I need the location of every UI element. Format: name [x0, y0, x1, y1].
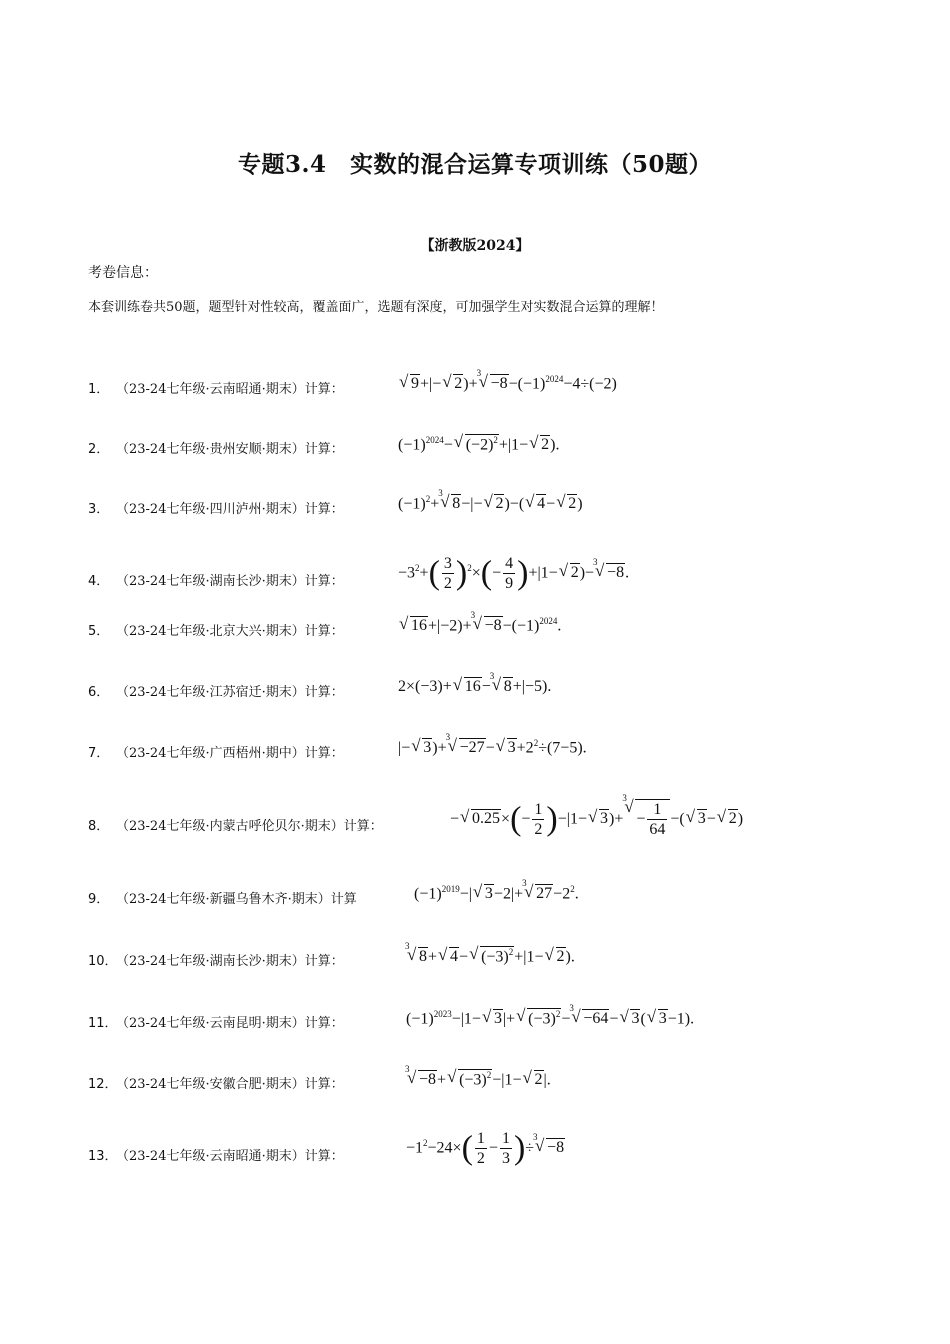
- math-expression: −√ 0.25×(− $\frac{1}{2}$ )−|1−√ 3)+ √ 3 − $\frac{1}{64}$ −(√ 3−√ 2): [450, 799, 743, 839]
- question-source: （23-24七年级·四川泸州·期末）计算：: [116, 502, 344, 517]
- math-expression: $-1^2-24\times$( $\frac{1}{2}$ − $\frac{1}{3}$ )÷ √ 3 −8: [406, 1129, 565, 1168]
- question-source: （23-24七年级·广西梧州·期中）计算：: [116, 746, 344, 761]
- question-number: 4．: [88, 574, 110, 589]
- exam-info-label: 考卷信息：: [88, 265, 158, 281]
- math-expression: 2×(−3)+√ 16− √ 3 8+|−5).: [398, 677, 551, 696]
- math-expression: |−√ 3)+ √ 3 −27−√ $3+2^2\div(7-5)$.: [398, 738, 587, 758]
- math-expression: $-3^2+$( $\frac{3}{2}$ )$^2$×(− $\frac{4}{9}$ )+|1−√ 2)− √ 3 −8.: [398, 554, 629, 593]
- intro-text: 本套训练卷共50题，题型针对性较高，覆盖面广，选题有深度，可加强学生对实数混合运算的理解！: [88, 300, 664, 315]
- question-source: （23-24七年级·云南昭通·期末）计算：: [116, 1149, 344, 1164]
- question-source: （23-24七年级·云南昭通·期末）计算：: [116, 382, 344, 397]
- math-expression: $(-1)^{2019}-|√$ 3−2|+ √ 3 $27-2^2$.: [414, 884, 579, 904]
- question-source: （23-24七年级·湖南长沙·期末）计算：: [116, 954, 344, 969]
- math-expression: √ 3 8+√ 4−√ $(-3)^2+|1-√$ 2).: [406, 946, 575, 967]
- question-number: 1．: [88, 382, 110, 397]
- question-number: 13．: [88, 1149, 118, 1164]
- math-expression: $(-1)^{2023}-|1-√$ 3|+√ $(-3)^2-$ √ 3 −64−√ 3(√ 3−1).: [406, 1008, 694, 1029]
- question-number: 6．: [88, 685, 110, 700]
- question-source: （23-24七年级·北京大兴·期末）计算：: [116, 624, 344, 639]
- math-expression: $(-1)^2+$ √ 3 8−|−√ 2)−(√ 4−√ 2): [398, 494, 583, 514]
- question-number: 7．: [88, 746, 110, 761]
- edition-label: 【浙教版2024】: [420, 238, 530, 254]
- question-number: 9．: [88, 892, 110, 907]
- math-expression: $(-1)^{2024}-√$ $(-2)^2+|1-√$ 2).: [398, 434, 559, 455]
- question-number: 11．: [88, 1016, 118, 1031]
- math-expression: √ 16+|−2)+ √ 3 $-8-(-1)^{2024}$.: [398, 616, 561, 636]
- question-number: 10．: [88, 954, 118, 969]
- question-source: （23-24七年级·湖南长沙·期末）计算：: [116, 574, 344, 589]
- question-source: （23-24七年级·内蒙古呼伦贝尔·期末）计算：: [116, 819, 383, 834]
- question-source: （23-24七年级·江苏宿迁·期末）计算：: [116, 685, 344, 700]
- question-source: （23-24七年级·贵州安顺·期末）计算：: [116, 442, 344, 457]
- question-source: （23-24七年级·云南昆明·期末）计算：: [116, 1016, 344, 1031]
- page-title: 专题3.4 实数的混合运算专项训练（50题）: [237, 151, 713, 178]
- question-number: 5．: [88, 624, 110, 639]
- question-source: （23-24七年级·新疆乌鲁木齐·期末）计算: [116, 892, 357, 907]
- math-expression: √ 3 −8+√ $(-3)^2-|1-√$ 2|.: [406, 1069, 551, 1090]
- question-number: 2．: [88, 442, 110, 457]
- question-number: 8．: [88, 819, 110, 834]
- math-expression: √ 9+|−√ 2)+ √ 3 $-8-(-1)^{2024}-4\div(-2)$: [398, 374, 617, 394]
- question-number: 12．: [88, 1077, 118, 1092]
- question-number: 3．: [88, 502, 110, 517]
- question-source: （23-24七年级·安徽合肥·期末）计算：: [116, 1077, 344, 1092]
